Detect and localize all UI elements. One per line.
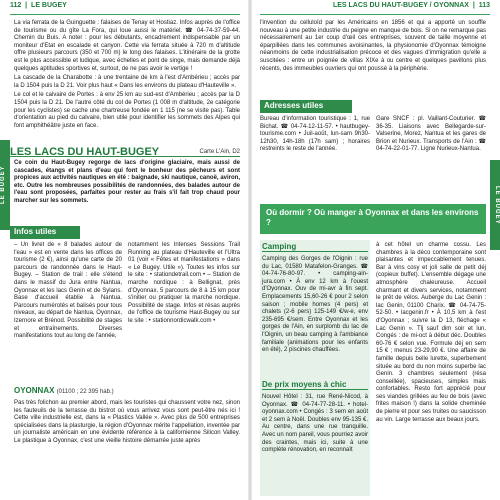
section-lacs-title xyxy=(10,142,240,157)
adresses-col-2: Gare SNCF : pl. Vaillant-Couturier. ☎ 36-35. Liaisons avec Bellegarde-sur-Valserine, Morez, Nantua et les gares de Brion et Nurieux. Transports de l'Ain : ☎ 04-74-22-01-77. Ligne Nurieux-Nantua. xyxy=(376,116,486,153)
prix-text: Nouvel Hôtel : 31, rue René-Nicod, à Oyonnax. ☎ 04-74-77-28-11. • hotel-oyonnax.com • Congés : 3 sem en août et 2 sem à Noël. Doubles env 95-135 €. Au centre, dans une rue tranquille. Avec un nom pareil, vous pourriez avoir des craintes, mais ici, suite à une complète rénovation, en reconnaît xyxy=(262,394,368,454)
left-running-title: LE BUGEY xyxy=(31,2,67,9)
right-page-number: 113 xyxy=(478,2,490,9)
section-intro: Ce coin du Haut-Bugey regorge de lacs d'origine glaciaire, mais aussi de cascades, étangs et plans d'eau qui font le bonheur des pêcheurs et sont propices aux activités nautiques en été : baignade, ski nautique, canoë, aviron, etc. Outre les nombreuses possibilités de randonnées, des balades autour de l'eau sont proposées, parfaites pour rester au frais s'il fait trop chaud pour marcher sur les sommets. xyxy=(14,160,240,204)
infos-col-1: – Un livret de « 8 balades autour de l'eau » est en vente dans les offices de tourisme (2 €), ainsi qu'une carte de 20 parcours de randonnée dans le Haut-Bugey. – Station de trail : elle s'étend dans le massif du Jura entre Nantua, Oyonnax et les lacs Genin et de Sylans. Base d'accueil établie à Nantua. Parcours numérotés et balisés pour tous niveaux, au départ de Nantua, Oyonnax, Izernore et Brénod. Possibilité de stages et entraînements. Diverses manifestations tout au long de l'année, xyxy=(14,242,122,340)
left-head-rule xyxy=(10,14,240,15)
camping-heading: Camping xyxy=(262,242,368,252)
oyonnax-info: (01100 ; 22 395 hab.) xyxy=(56,389,114,395)
left-page-number: 112 xyxy=(10,2,22,9)
right-intro: l'invention du celluloïd par les Américains en 1856 et qui a apporté un souffle nouveau à une petite industrie du peigne en manque de bois. Si on ne remarque pas nécessairement au 1er coup d'œil ces entreprises, souvent de taille moyenne et éparpillées dans les communes avoisinantes, la physionomie d'Oyonnax témoigne néanmoins de cette industrialisation précoce et des vagues d'immigration qu'elle a suscitées : entre un poignée de villas XIXe à ou centre et quelques pavillons plus récents, des immeubles ouvriers qui ont poussé à la périphérie. xyxy=(260,20,486,72)
right-head-rule xyxy=(260,14,490,15)
adresses-utiles-header: Adresses utiles xyxy=(260,100,352,113)
right-running-head: LES LACS DU HAUT-BUGEY / OYONNAX | 113 xyxy=(332,2,490,9)
right-side-tab: LE BUGEY xyxy=(490,160,500,250)
entry-via-ferrata: La via ferrata de la Guinguette : falaises de Tenay et Hostiaz. Infos auprès de l'office de tourisme ou du gîte La Fora, qui loue aussi le matériel. ☎ 04-74-37-59-44. Chemin du Buis. A noter : pour les débutants, encadrement indispensable par un moniteur d'Etat en escalade et canyon. Cette via ferrata située à 720 m d'altitude offre plusieurs parcours (350 et 700 m) le long des falaises. L'itinéraire de la grotte est le plus accessible et ludique, avec échelles et pont de singe, mais demande déjà quelques aptitudes sportives et, surtout, de ne pas avoir le vertige ! xyxy=(14,20,240,72)
right-page xyxy=(250,0,500,500)
section-map-ref: Carte L'Ain, D2 xyxy=(199,149,240,155)
dormir-manger-box: Où dormir ? Où manger à Oyonnax et dans les environs ? xyxy=(260,204,486,234)
oyonnax-heading xyxy=(14,386,240,395)
left-intro-entries xyxy=(14,20,240,136)
oyonnax-title: OYONNAX xyxy=(14,386,55,395)
right-running-title: LES LACS DU HAUT-BUGEY / OYONNAX xyxy=(332,2,469,9)
entry-cascade: La cascade de la Charabotte : à une trentaine de km à l'est d'Ambérieu ; accès par la D 1504 puis la D 21. Voir plus haut « Dans les environs du plateau d'Hauteville ». xyxy=(14,75,240,89)
infos-col-2: notamment les Intenses Sessions Trail Running au plateau d'Hauteville et l'Ultra 01 (voir « Fêtes et manifestations » dans « Le Bugey. Utile »). Toutes les infos sur le site : • stationdetrail.com • – Station de marche nordique : à Bellignat, près d'Oyonnax. 5 parcours de 8 à 15 km pour s'initier ou pratiquer la marche nordique. Possibilité de stage. Infos et résas auprès de l'office de tourisme Haut-Bugey ou sur le site : • stationnordicwalk.com • xyxy=(128,242,240,324)
left-side-tab: LE BUGEY xyxy=(0,140,10,230)
prix-heading: De prix moyens à chic xyxy=(262,380,368,390)
section-title-text: LES LACS DU HAUT-BUGEY xyxy=(10,146,160,158)
right-column-text: à cet hôtel un charme cossu. Les chambres à la déco contemporaine sont plaisantes et impeccablement tenues. Bar à vins cosy et joli salle de petit déj (copieux buffet). L'ensemble dégage une atmosphère chaleureuse. Accueil charmant et divers services, notamment le prêt de vélos. Auberge du Lac Genin : lac Genin, 01100 Charix. ☎ 04-74-75-52-50. • lacgenin.fr • À 10,5 km à l'est d'Oyonnax ; suivre la D 13, fléchage « Lac Genin ». Tlj sauf dim soir et lun. Congés : de mi-oct à début déc. Doubles 60-76 € selon vue. Formule déj en sem 15 € ; menus 23-29,90 €. Une affaire de famille depuis belle lurette, superbement située au bord du non moins superbe lac Genin. 3 chambres seulement (résa conseillée), spacieuses, simples mais confortables. Resto fort apprécié pour ses viandes grillées au feu de bois (avec frites maison !) dans la solide cheminée de pierre et pour ses truites ou saucisson au vin. Large terrasse aux beaux jours. xyxy=(376,242,486,423)
oyonnax-text: Pas très folichon au premier abord, mais les touristes qui chaussent votre nez, sinon les fauteuils de la terrasse du bistrot où vous arrivez vous sont peut-être nés ici ! Cette ville industrielle est, dans la « Plastics Vallée ». Avec plus de 500 entreprises spécialisées dans la plasturgie, la région d'Oyonnax mérite l'appellation, inventée par un journaliste américain en une évidente référence à la californienne Silicon Valley. Le plastique à Oyonnax, c'est une vieille histoire démarrée juste après xyxy=(14,400,240,444)
entry-col-portes: Le col et le calvaire de Portes : à env 25 km au sud-est d'Ambérieu ; accès par la D 1504 puis la D 21. De l'autre côté du col de Portes (1 008 m d'altitude, 2e catégorie pour les cyclistes) se cache une chartreuse fondée en 1 115 (ne se visite pas). Table d'orientation au pied du calvaire, bien utile pour identifier les sommets des Alpes qui font amphithéâtre juste en face. xyxy=(14,92,240,129)
adresses-col-1: Bureau d'information touristique : 1, rue Bichat. ☎ 04-74-12-11-57. • hautbugey-tourisme.com • Juil-août, lun-sam 9h30-12h30, 14h-18h (17h sam) ; horaires restreints le reste de l'année. xyxy=(260,116,370,153)
camping-text: Camping des Gorges de l'Oignin : rue du Lac, 01580 Matafelon-Granges. ☎ 04-74-76-80-97. • camping-ain-jura.com • À env 12 km à l'ouest d'Oyonnax. Ouv de mi-avr à fin sept. Emplacements 15,60-26 € pour 2 selon saison ; mobile homes (4 pers) et chalets (2-6 pers) 125-149 €/w-e, env 235-695 €/sem. Entre Oyonnax et les gorges de l'Ain, en surplomb du lac de l'Oignin, un beau camping à l'ambiance familiale (animations pour les enfants en été), 2 piscines chauffées. xyxy=(262,256,368,354)
left-running-head: 112 | LE BUGEY xyxy=(10,2,67,9)
infos-utiles-header: Infos utiles xyxy=(10,226,80,239)
